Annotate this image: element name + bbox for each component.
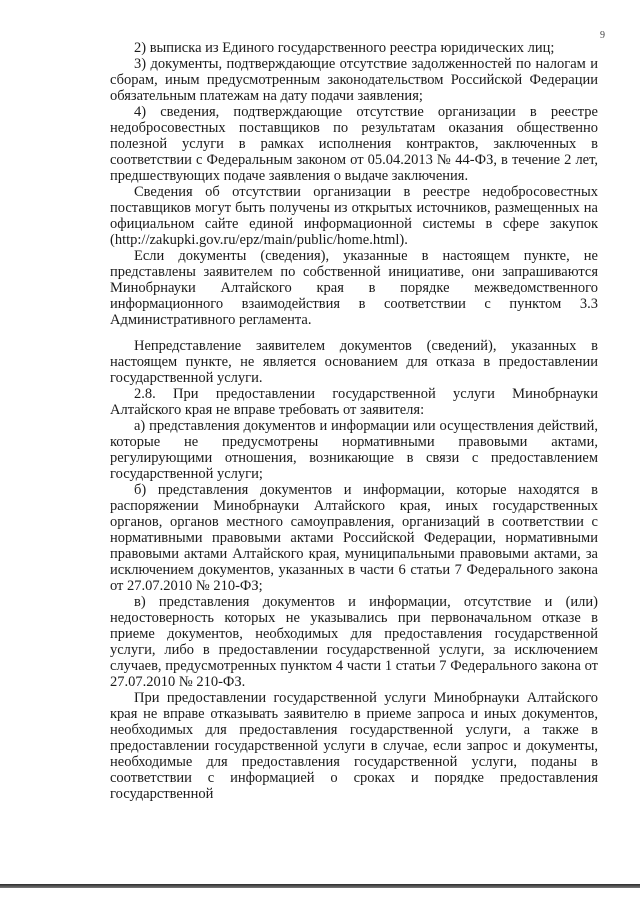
paragraph-item-v: в) представления документов и информации, отсутствие и (или) недостоверность которых не указывались при первоначальном отказе в приеме документов, необходимых для предоставления государственной услуги, либо в предоставлении государственной услуги, за исключением случаев, предусмотренных пунктом 4 части 1 статьи 7 Федерального закона от 27.07.2010 № 210-ФЗ. bbox=[110, 594, 598, 690]
paragraph-item-a: а) представления документов и информации или осуществления действий, которые не предусмотрены нормативными правовыми актами, регулирующими отношения, возникающие в связи с предоставлением государственной услуги; bbox=[110, 418, 598, 482]
paragraph-item-2: 2) выписка из Единого государственного реестра юридических лиц; bbox=[134, 40, 555, 56]
paragraph-section-2-8: 2.8. При предоставлении государственной услуги Минобрнауки Алтайского края не вправе требовать от заявителя: bbox=[110, 386, 598, 418]
document-body bbox=[110, 40, 598, 802]
paragraph-item-b: б) представления документов и информации, которые находятся в распоряжении Минобрнауки Алтайского края, иных государственных органов, органов местного самоуправления, организаций в соответствии с нормативными правовыми актами Российской Федерации, нормативными правовыми актами Алтайского края, муниципальными правовыми актами, за исключением документов, указанных в части 6 статьи 7 Федерального закона от 27.07.2010 № 210-ФЗ; bbox=[110, 482, 598, 594]
paragraph-non-submission: Непредставление заявителем документов (сведений), указанных в настоящем пункте, не является основанием для отказа в предоставлении государственной услуги. bbox=[110, 338, 598, 386]
paragraph-item-4: 4) сведения, подтверждающие отсутствие организации в реестре недобросовестных поставщиков по результатам оказания общественно полезной услуги в рамках исполнения контрактов, заключенных в соответствии с Федеральным законом от 05.04.2013 № 44-ФЗ, в течение 2 лет, предшествующих подаче заявления о выдаче заключения. bbox=[110, 104, 598, 184]
scan-edge-divider bbox=[0, 884, 640, 888]
page-number: 9 bbox=[600, 30, 605, 41]
paragraph-interagency-request: Если документы (сведения), указанные в настоящем пункте, не представлены заявителем по собственной инициативе, они запрашиваются Минобрнауки Алтайского края в порядке межведомственного информационного взаимодействия в соответствии с пунктом 3.3 Административного регламента. bbox=[110, 248, 598, 328]
paragraph-no-refusal: При предоставлении государственной услуги Минобрнауки Алтайского края не вправе отказывать заявителю в приеме запроса и иных документов, необходимых для предоставления государственной услуги, а также в предоставлении государственной услуги в случае, если запрос и документы, необходимые для предоставления государственной услуги, поданы в соответствии с информацией о сроках и порядке предоставления государственной bbox=[110, 690, 598, 802]
paragraph-registry-info: Сведения об отсутствии организации в реестре недобросовестных поставщиков могут быть получены из открытых источников, размещенных на официальном сайте единой информационной системы в сфере закупок (http://zakupki.gov.ru/epz/main/public/home.html). bbox=[110, 184, 598, 248]
paragraph-item-3: 3) документы, подтверждающие отсутствие задолженностей по налогам и сборам, иным предусмотренным законодательством Российской Федерации обязательным платежам на дату подачи заявления; bbox=[110, 56, 598, 104]
